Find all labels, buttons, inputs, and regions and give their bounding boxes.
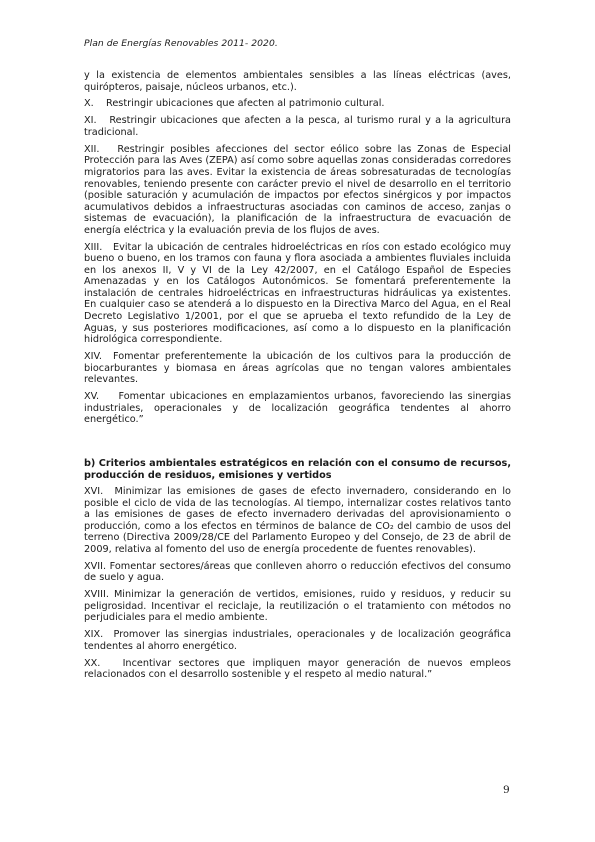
criterion-xvi bbox=[84, 486, 511, 555]
body-text bbox=[84, 70, 511, 686]
criterion-x bbox=[84, 98, 511, 110]
criterion-xix bbox=[84, 629, 511, 652]
criterion-number: XII. bbox=[84, 143, 100, 155]
criterion-number: XX. bbox=[84, 657, 101, 669]
criterion-number: XV. bbox=[84, 391, 100, 403]
criterion-number: XIV. bbox=[84, 350, 102, 362]
criterion-number: XVII. bbox=[84, 560, 107, 572]
criterion-xiii bbox=[84, 242, 511, 346]
criterion-number: XVI. bbox=[84, 486, 104, 498]
section-gap bbox=[84, 431, 511, 458]
continuation-paragraph: y la existencia de elementos ambientales sensibles a las líneas eléctricas (aves, quirópteros, paisaje, núcleos urbanos, etc.). bbox=[84, 70, 511, 93]
criterion-number: XIX. bbox=[84, 629, 104, 641]
criterion-number: XVIII. bbox=[84, 589, 109, 601]
criterion-text: Fomentar ubicaciones en emplazamientos urbanos, favoreciendo las sinergias industriales, operacionales y de localización geográfica tendentes al ahorro energético.” bbox=[84, 391, 512, 426]
section-b-heading: b) Criterios ambientales estratégicos en relación con el consumo de recursos, producción de residuos, emisiones y vertidos bbox=[84, 458, 511, 481]
page-number: 9 bbox=[503, 784, 510, 796]
criterion-xiv bbox=[84, 351, 511, 386]
criterion-text: Restringir posibles afecciones del sector eólico sobre las Zonas de Especial Protección para las Aves (ZEPA) así como sobre aquellas zonas consideradas corredores migratorios para las aves. Evitar la existencia de áreas sobresaturadas de tecnologías renovables, teniendo presente con carácter previo el nivel de desarrollo en el territorio (posible saturación y acumulación de impactos por efectos sinérgicos y por impactos acumulativos debidos a infraestructuras asociadas con caminos de acceso, zanjas o sistemas de evacuación), la planificación de la infraestructura de evacuación de energía eléctrica y la evaluación previa de los flujos de aves. bbox=[84, 143, 511, 236]
criterion-text: Fomentar preferentemente la ubicación de los cultivos para la producción de biocarburantes y biomasa en áreas agrícolas que no tengan valores ambientales relevantes. bbox=[84, 350, 511, 386]
criterion-text: Minimizar la generación de vertidos, emisiones, ruido y residuos, y reducir su peligrosidad. Incentivar el reciclaje, la reutilización o el tratamiento con métodos no perjudiciales para el medio ambiente. bbox=[84, 589, 511, 624]
criterion-xvii bbox=[84, 561, 511, 584]
criterion-text: Incentivar sectores que impliquen mayor generación de nuevos empleos relacionados con el desarrollo sostenible y el respeto al medio natural.” bbox=[84, 657, 511, 681]
criterion-number: XI. bbox=[84, 115, 97, 127]
criterion-text: Promover las sinergias industriales, operacionales y de localización geográfica tendentes al ahorro energético. bbox=[84, 629, 511, 652]
criterion-text: Restringir ubicaciones que afecten a la pesca, al turismo rural y a la agricultura tradicional. bbox=[84, 115, 511, 138]
criterion-text: Fomentar sectores/áreas que conlleven ahorro o reducción efectivos del consumo de suelo y agua. bbox=[84, 560, 511, 584]
criterion-xii bbox=[84, 144, 511, 236]
criterion-text: Restringir ubicaciones que afecten al patrimonio cultural. bbox=[106, 98, 385, 110]
criterion-text: Evitar la ubicación de centrales hidroeléctricas en ríos con estado ecológico muy bueno o bueno, en los tramos con fauna y flora asociada a ambientes fluviales incluida en los anexos II, V y VI de la Ley 42/2007, en el Catálogo Español de Especies Amenazadas y en los Catálogos Autonómicos. Se fomentará preferentemente la instalación de centrales hidroeléctricas en infraestructuras hidráulicas ya existentes. En cualquier caso se atenderá a lo dispuesto en la Directiva Marco del Agua, en el Real Decreto Legislativo 1/2001, por el que se aprueba el texto refundido de la Ley de Aguas, y sus posteriores modificaciones, así como a lo dispuesto en la planificación hidrológica correspondiente. bbox=[84, 241, 511, 346]
criterion-number: X. bbox=[84, 98, 94, 110]
criterion-xi bbox=[84, 115, 511, 138]
criterion-xviii bbox=[84, 589, 511, 624]
criterion-number: XIII. bbox=[84, 241, 103, 253]
running-header: Plan de Energías Renovables 2011- 2020. bbox=[84, 38, 278, 49]
criterion-text: Minimizar las emisiones de gases de efecto invernadero, considerando en lo posible el ciclo de vida de las tecnologías. Al tiempo, internalizar costes relativos tanto a las emisiones de gases de efecto invernadero derivadas del aprovisionamiento o producción, como a los efectos en términos de balance de CO₂ del cambio de usos del terreno (Directiva 2009/28/CE del Parlamento Europeo y del Consejo, de 23 de abril de 2009, relativa al fomento del uso de energía procedente de fuentes renovables). bbox=[84, 486, 511, 555]
criterion-xv bbox=[84, 391, 511, 426]
criterion-xx bbox=[84, 658, 511, 681]
